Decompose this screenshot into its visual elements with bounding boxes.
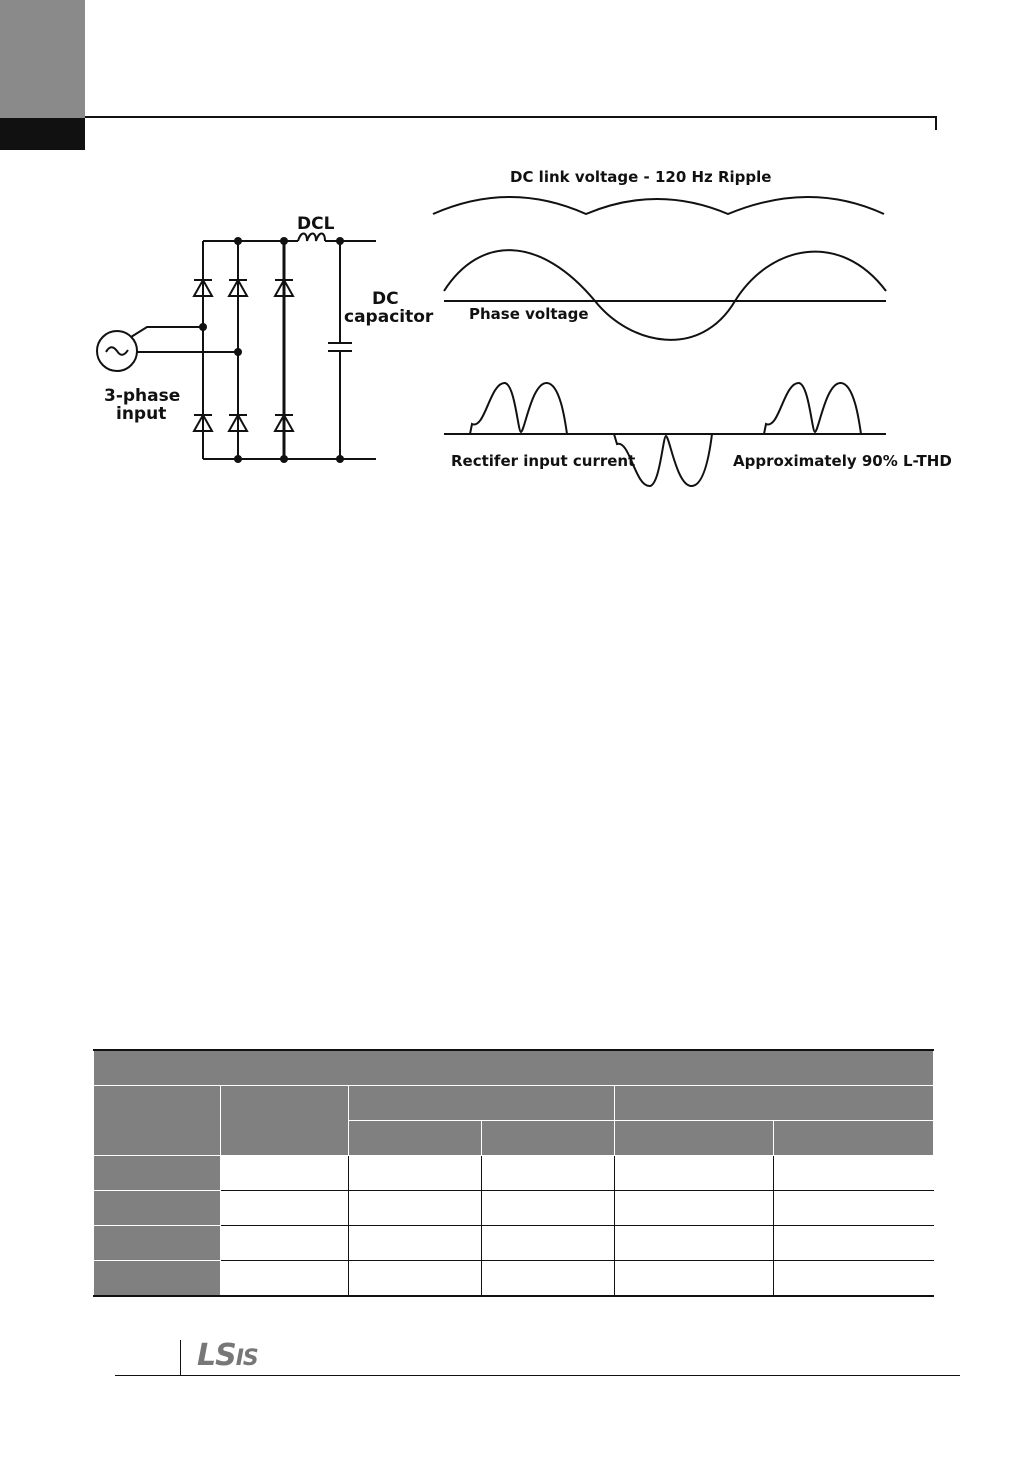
junction-dot bbox=[336, 455, 344, 463]
table-cell bbox=[349, 1156, 482, 1191]
table-cell bbox=[774, 1226, 934, 1261]
current-pulse-positive bbox=[764, 383, 861, 434]
table-cell bbox=[615, 1191, 774, 1226]
footer-divider bbox=[180, 1340, 181, 1376]
header-group-cell bbox=[349, 1086, 615, 1121]
table-cell bbox=[482, 1191, 615, 1226]
rectifier-diagram bbox=[0, 0, 1032, 520]
dc-capacitor-label-line2: capacitor bbox=[344, 307, 434, 327]
spec-table bbox=[93, 1049, 934, 1297]
table-cell bbox=[482, 1226, 615, 1261]
sine-icon bbox=[106, 347, 128, 355]
table-cell bbox=[615, 1261, 774, 1297]
row-label-cell bbox=[94, 1261, 221, 1297]
table-cell bbox=[349, 1226, 482, 1261]
logo-ls-text: LS bbox=[197, 1338, 236, 1373]
table-header-row bbox=[94, 1086, 934, 1121]
table-row bbox=[94, 1226, 934, 1261]
rectifier-current-label: Rectifer input current bbox=[451, 452, 636, 470]
phase-voltage-label: Phase voltage bbox=[469, 305, 589, 323]
table-cell bbox=[221, 1226, 349, 1261]
table-cell bbox=[349, 1261, 482, 1297]
table-row bbox=[94, 1156, 934, 1191]
table-cell bbox=[221, 1191, 349, 1226]
subheader-cell bbox=[774, 1121, 934, 1156]
table-cell bbox=[615, 1156, 774, 1191]
subheader-cell bbox=[615, 1121, 774, 1156]
diagram-title: DC link voltage - 120 Hz Ripple bbox=[510, 168, 772, 186]
header-cell bbox=[94, 1086, 221, 1156]
input-label-line1: 3-phase bbox=[104, 386, 181, 406]
junction-dot bbox=[280, 237, 288, 245]
ls-is-logo bbox=[197, 1338, 258, 1373]
row-label-cell bbox=[94, 1226, 221, 1261]
table-cell bbox=[482, 1156, 615, 1191]
input-label-line2: input bbox=[116, 404, 167, 424]
junction-dot bbox=[199, 323, 207, 331]
table-cell bbox=[774, 1261, 934, 1297]
table-row bbox=[94, 1191, 934, 1226]
junction-dot bbox=[234, 237, 242, 245]
table-title-cell bbox=[94, 1050, 934, 1086]
dc-link-ripple-wave bbox=[433, 197, 884, 214]
junction-dot bbox=[336, 237, 344, 245]
table-cell bbox=[774, 1156, 934, 1191]
row-label-cell bbox=[94, 1191, 221, 1226]
junction-dot bbox=[280, 455, 288, 463]
logo-is-text: IS bbox=[235, 1346, 258, 1371]
current-pulse-positive bbox=[470, 383, 567, 434]
dcl-inductor bbox=[298, 234, 325, 242]
junction-dot bbox=[234, 455, 242, 463]
header-group-cell bbox=[615, 1086, 934, 1121]
phase-wire-a bbox=[131, 327, 203, 337]
table-cell bbox=[349, 1191, 482, 1226]
junction-dot bbox=[234, 348, 242, 356]
table-cell bbox=[615, 1226, 774, 1261]
thd-label: Approximately 90% L-THD bbox=[733, 452, 952, 470]
table-cell bbox=[221, 1261, 349, 1297]
subheader-cell bbox=[349, 1121, 482, 1156]
table-row bbox=[94, 1261, 934, 1297]
table-title-row bbox=[94, 1050, 934, 1086]
row-label-cell bbox=[94, 1156, 221, 1191]
table-cell bbox=[221, 1156, 349, 1191]
table-cell bbox=[482, 1261, 615, 1297]
header-cell bbox=[221, 1086, 349, 1156]
footer-rule bbox=[115, 1375, 960, 1376]
phase-voltage-wave bbox=[444, 250, 886, 340]
table-cell bbox=[774, 1191, 934, 1226]
dcl-label: DCL bbox=[297, 214, 335, 234]
dc-capacitor-label-line1: DC bbox=[372, 289, 399, 309]
subheader-cell bbox=[482, 1121, 615, 1156]
